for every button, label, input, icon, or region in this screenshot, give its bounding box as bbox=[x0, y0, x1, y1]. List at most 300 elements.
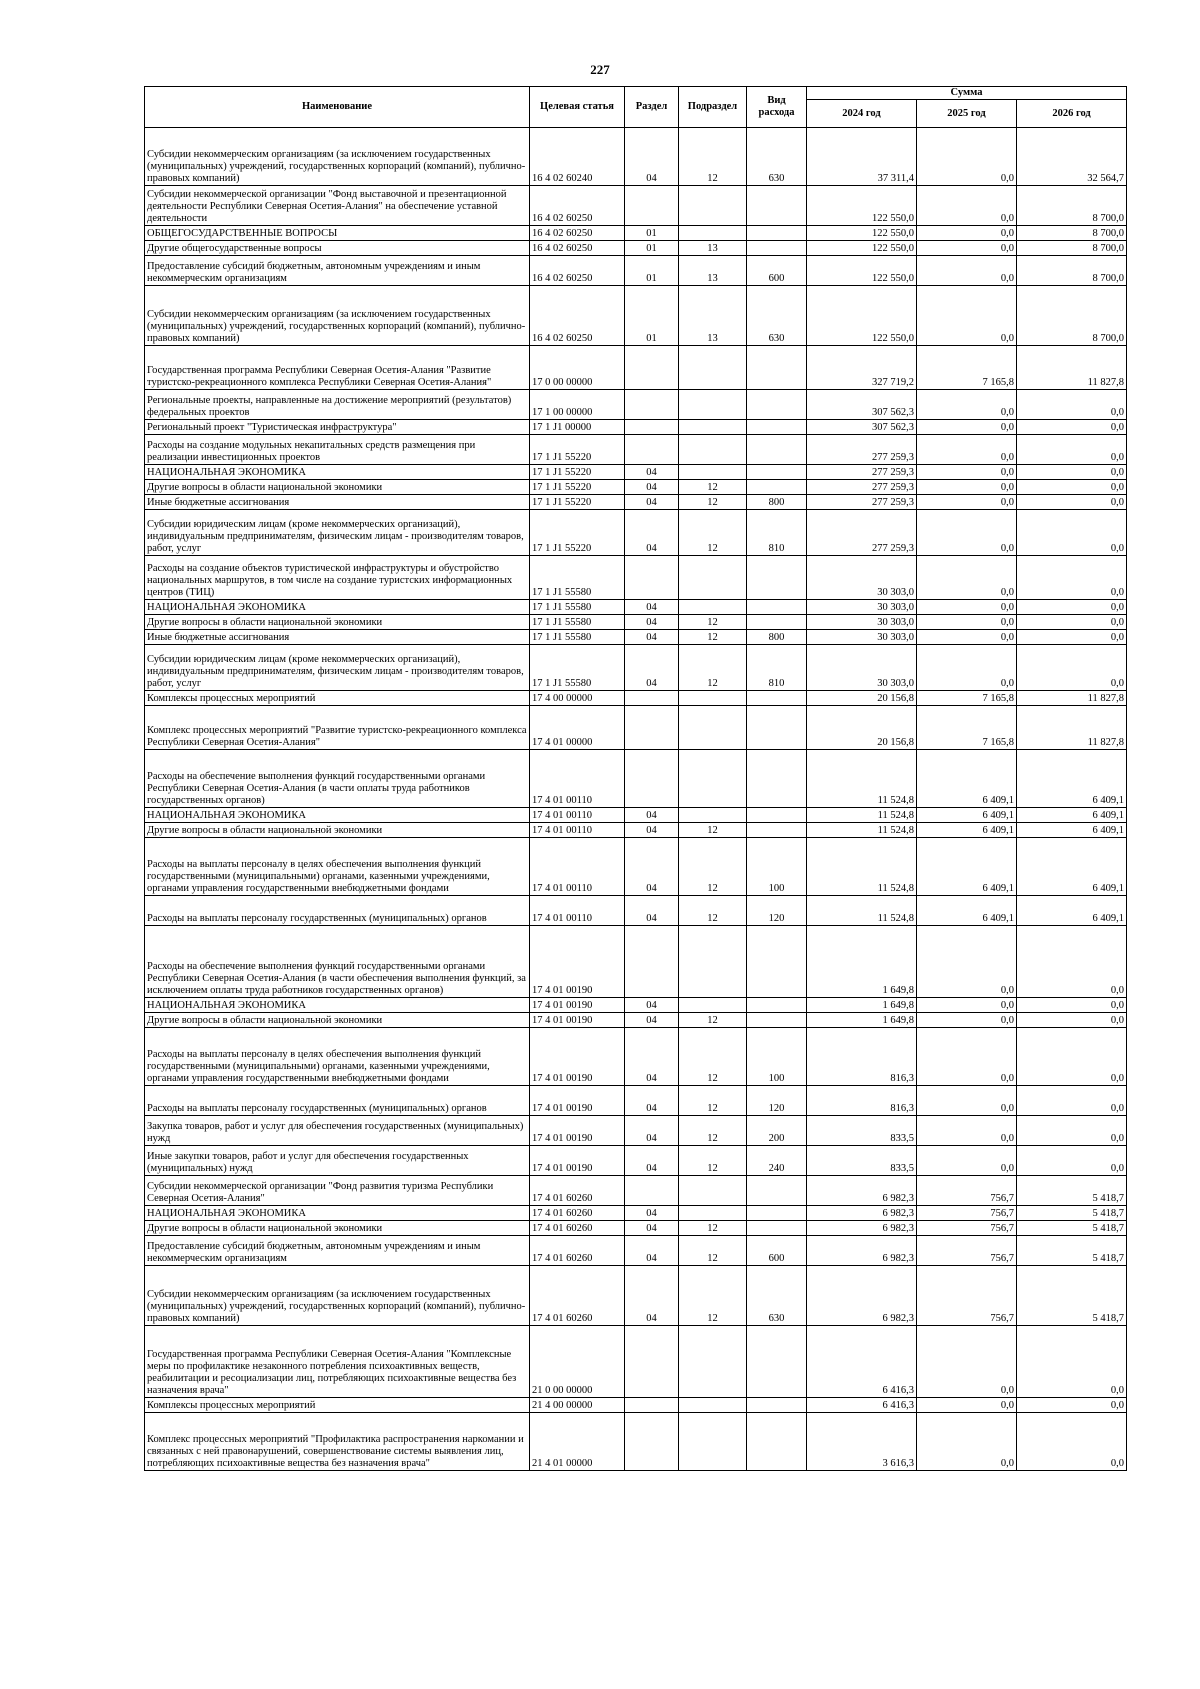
row-sum-2026: 0,0 bbox=[1017, 495, 1127, 510]
row-name: НАЦИОНАЛЬНАЯ ЭКОНОМИКА bbox=[145, 1206, 530, 1221]
row-sum-2024: 816,3 bbox=[807, 1028, 917, 1086]
row-name: Расходы на создание модульных некапитальных средств размещения при реализации инвестиционных проектов bbox=[145, 435, 530, 465]
row-target-code: 17 4 01 60260 bbox=[530, 1176, 625, 1206]
row-name: Субсидии юридическим лицам (кроме некоммерческих организаций), индивидуальным предпринимателям, физическим лицам - производителям товаров, работ, услуг bbox=[145, 645, 530, 691]
row-sum-2026: 0,0 bbox=[1017, 1013, 1127, 1028]
table-row bbox=[145, 435, 1127, 465]
row-name: Государственная программа Республики Северная Осетия-Алания "Развитие туристско-рекреационного комплекса Республики Северная Осетия-Алания" bbox=[145, 346, 530, 390]
table-row bbox=[145, 896, 1127, 926]
row-sum-2025: 756,7 bbox=[917, 1221, 1017, 1236]
row-target-code: 21 4 01 00000 bbox=[530, 1413, 625, 1471]
row-sum-2026: 0,0 bbox=[1017, 510, 1127, 556]
row-section bbox=[625, 346, 679, 390]
row-sum-2024: 122 550,0 bbox=[807, 241, 917, 256]
row-expense-type: 810 bbox=[747, 510, 807, 556]
row-name: Закупка товаров, работ и услуг для обеспечения государственных (муниципальных) нужд bbox=[145, 1116, 530, 1146]
row-subsection bbox=[679, 465, 747, 480]
row-sum-2026: 0,0 bbox=[1017, 1398, 1127, 1413]
row-section: 04 bbox=[625, 838, 679, 896]
row-target-code: 17 4 01 00110 bbox=[530, 823, 625, 838]
row-sum-2025: 0,0 bbox=[917, 600, 1017, 615]
header-2024: 2024 год bbox=[807, 100, 917, 128]
row-subsection: 12 bbox=[679, 1086, 747, 1116]
row-target-code: 17 4 01 00190 bbox=[530, 1086, 625, 1116]
row-sum-2025: 756,7 bbox=[917, 1236, 1017, 1266]
row-section: 04 bbox=[625, 1266, 679, 1326]
table-row bbox=[145, 1086, 1127, 1116]
table-row bbox=[145, 1028, 1127, 1086]
row-sum-2025: 0,0 bbox=[917, 1146, 1017, 1176]
row-subsection: 12 bbox=[679, 630, 747, 645]
table-row bbox=[145, 420, 1127, 435]
row-sum-2026: 5 418,7 bbox=[1017, 1206, 1127, 1221]
row-target-code: 21 0 00 00000 bbox=[530, 1326, 625, 1398]
table-row bbox=[145, 750, 1127, 808]
row-name: Другие общегосударственные вопросы bbox=[145, 241, 530, 256]
row-sum-2026: 8 700,0 bbox=[1017, 241, 1127, 256]
row-sum-2024: 20 156,8 bbox=[807, 691, 917, 706]
table-row bbox=[145, 1206, 1127, 1221]
table-row bbox=[145, 838, 1127, 896]
row-subsection: 13 bbox=[679, 241, 747, 256]
row-subsection: 12 bbox=[679, 1221, 747, 1236]
row-expense-type bbox=[747, 600, 807, 615]
row-target-code: 17 4 01 00190 bbox=[530, 1028, 625, 1086]
row-sum-2026: 5 418,7 bbox=[1017, 1266, 1127, 1326]
row-sum-2026: 6 409,1 bbox=[1017, 838, 1127, 896]
row-sum-2025: 0,0 bbox=[917, 1028, 1017, 1086]
row-section bbox=[625, 1176, 679, 1206]
row-target-code: 17 1 J1 55220 bbox=[530, 480, 625, 495]
row-section bbox=[625, 1326, 679, 1398]
row-target-code: 17 1 J1 55220 bbox=[530, 495, 625, 510]
row-sum-2025: 0,0 bbox=[917, 556, 1017, 600]
table-row bbox=[145, 926, 1127, 998]
row-subsection bbox=[679, 556, 747, 600]
row-section: 04 bbox=[625, 510, 679, 556]
table-row bbox=[145, 1266, 1127, 1326]
row-section bbox=[625, 750, 679, 808]
row-sum-2025: 0,0 bbox=[917, 390, 1017, 420]
table-row bbox=[145, 390, 1127, 420]
row-target-code: 17 1 J1 00000 bbox=[530, 420, 625, 435]
row-sum-2024: 307 562,3 bbox=[807, 420, 917, 435]
row-section bbox=[625, 706, 679, 750]
row-subsection: 12 bbox=[679, 1028, 747, 1086]
row-subsection bbox=[679, 808, 747, 823]
row-sum-2024: 11 524,8 bbox=[807, 823, 917, 838]
row-section: 04 bbox=[625, 1013, 679, 1028]
row-sum-2024: 122 550,0 bbox=[807, 256, 917, 286]
row-subsection bbox=[679, 1413, 747, 1471]
row-sum-2025: 0,0 bbox=[917, 510, 1017, 556]
row-target-code: 17 4 01 00110 bbox=[530, 838, 625, 896]
row-sum-2024: 816,3 bbox=[807, 1086, 917, 1116]
row-sum-2024: 30 303,0 bbox=[807, 556, 917, 600]
row-subsection: 12 bbox=[679, 645, 747, 691]
table-row bbox=[145, 1413, 1127, 1471]
row-sum-2025: 0,0 bbox=[917, 1086, 1017, 1116]
row-sum-2025: 7 165,8 bbox=[917, 706, 1017, 750]
row-subsection bbox=[679, 706, 747, 750]
row-sum-2026: 11 827,8 bbox=[1017, 691, 1127, 706]
row-sum-2026: 0,0 bbox=[1017, 435, 1127, 465]
row-sum-2024: 30 303,0 bbox=[807, 615, 917, 630]
row-name: Государственная программа Республики Северная Осетия-Алания "Комплексные меры по профилактике незаконного потребления психоактивных веществ, реабилитации и ресоциализации лиц, потребляющих психоактивные вещества без назначения врача" bbox=[145, 1326, 530, 1398]
table-body bbox=[145, 128, 1127, 1471]
row-sum-2026: 8 700,0 bbox=[1017, 256, 1127, 286]
row-subsection: 12 bbox=[679, 1146, 747, 1176]
row-subsection: 13 bbox=[679, 286, 747, 346]
row-name: Расходы на выплаты персоналу в целях обеспечения выполнения функций государственными (муниципальными) органами, казенными учреждениями, органами управления государственными внебюджетными фондами bbox=[145, 1028, 530, 1086]
row-name: Другие вопросы в области национальной экономики bbox=[145, 823, 530, 838]
row-section bbox=[625, 435, 679, 465]
row-sum-2025: 0,0 bbox=[917, 1013, 1017, 1028]
row-target-code: 17 4 01 00190 bbox=[530, 998, 625, 1013]
row-sum-2024: 30 303,0 bbox=[807, 630, 917, 645]
table-row bbox=[145, 186, 1127, 226]
row-subsection bbox=[679, 1206, 747, 1221]
row-section: 04 bbox=[625, 1116, 679, 1146]
header-section: Раздел bbox=[625, 87, 679, 128]
row-target-code: 17 1 J1 55580 bbox=[530, 600, 625, 615]
table-row bbox=[145, 286, 1127, 346]
row-sum-2025: 756,7 bbox=[917, 1266, 1017, 1326]
row-sum-2024: 20 156,8 bbox=[807, 706, 917, 750]
table-row bbox=[145, 1116, 1127, 1146]
row-section: 04 bbox=[625, 465, 679, 480]
row-sum-2026: 0,0 bbox=[1017, 615, 1127, 630]
table-row bbox=[145, 346, 1127, 390]
row-sum-2026: 0,0 bbox=[1017, 630, 1127, 645]
row-sum-2026: 0,0 bbox=[1017, 600, 1127, 615]
table-row bbox=[145, 480, 1127, 495]
row-target-code: 17 4 01 00110 bbox=[530, 808, 625, 823]
row-subsection: 12 bbox=[679, 1013, 747, 1028]
row-sum-2025: 0,0 bbox=[917, 645, 1017, 691]
row-sum-2024: 6 982,3 bbox=[807, 1266, 917, 1326]
row-expense-type: 630 bbox=[747, 286, 807, 346]
row-name: ОБЩЕГОСУДАРСТВЕННЫЕ ВОПРОСЫ bbox=[145, 226, 530, 241]
row-section: 04 bbox=[625, 128, 679, 186]
row-sum-2026: 6 409,1 bbox=[1017, 823, 1127, 838]
row-section: 04 bbox=[625, 896, 679, 926]
row-name: НАЦИОНАЛЬНАЯ ЭКОНОМИКА bbox=[145, 465, 530, 480]
row-name: Иные бюджетные ассигнования bbox=[145, 630, 530, 645]
row-target-code: 17 1 J1 55220 bbox=[530, 510, 625, 556]
row-target-code: 17 4 01 00190 bbox=[530, 1146, 625, 1176]
table-row bbox=[145, 630, 1127, 645]
row-sum-2025: 0,0 bbox=[917, 465, 1017, 480]
row-target-code: 17 4 01 60260 bbox=[530, 1266, 625, 1326]
row-sum-2025: 6 409,1 bbox=[917, 823, 1017, 838]
row-sum-2026: 6 409,1 bbox=[1017, 808, 1127, 823]
row-name: Иные бюджетные ассигнования bbox=[145, 495, 530, 510]
table-row bbox=[145, 1236, 1127, 1266]
row-target-code: 17 4 01 00110 bbox=[530, 750, 625, 808]
row-target-code: 17 4 01 60260 bbox=[530, 1236, 625, 1266]
page-number: 227 bbox=[590, 62, 610, 77]
row-sum-2024: 833,5 bbox=[807, 1146, 917, 1176]
row-target-code: 17 4 01 00110 bbox=[530, 896, 625, 926]
row-sum-2024: 6 982,3 bbox=[807, 1236, 917, 1266]
row-name: Расходы на создание объектов туристической инфраструктуры и обустройство национальных маршрутов, в том числе на создание туристских информационных центров (ТИЦ) bbox=[145, 556, 530, 600]
row-sum-2026: 0,0 bbox=[1017, 1413, 1127, 1471]
row-sum-2024: 30 303,0 bbox=[807, 600, 917, 615]
row-sum-2024: 11 524,8 bbox=[807, 896, 917, 926]
row-subsection: 12 bbox=[679, 480, 747, 495]
row-expense-type bbox=[747, 615, 807, 630]
row-name: Региональный проект "Туристическая инфраструктура" bbox=[145, 420, 530, 435]
row-section: 04 bbox=[625, 645, 679, 691]
row-sum-2025: 0,0 bbox=[917, 435, 1017, 465]
row-sum-2024: 277 259,3 bbox=[807, 510, 917, 556]
row-sum-2026: 11 827,8 bbox=[1017, 706, 1127, 750]
row-section: 04 bbox=[625, 808, 679, 823]
row-sum-2026: 0,0 bbox=[1017, 480, 1127, 495]
row-sum-2026: 8 700,0 bbox=[1017, 226, 1127, 241]
row-expense-type bbox=[747, 241, 807, 256]
table-row bbox=[145, 1176, 1127, 1206]
row-name: Расходы на обеспечение выполнения функций государственными органами Республики Северная Осетия-Алания (в части оплаты труда работников государственных органов) bbox=[145, 750, 530, 808]
row-subsection bbox=[679, 226, 747, 241]
row-name: НАЦИОНАЛЬНАЯ ЭКОНОМИКА bbox=[145, 998, 530, 1013]
row-section: 04 bbox=[625, 1028, 679, 1086]
row-sum-2025: 0,0 bbox=[917, 286, 1017, 346]
row-sum-2026: 5 418,7 bbox=[1017, 1236, 1127, 1266]
row-subsection: 12 bbox=[679, 128, 747, 186]
row-section: 04 bbox=[625, 1206, 679, 1221]
row-name: Комплексы процессных мероприятий bbox=[145, 1398, 530, 1413]
row-sum-2024: 11 524,8 bbox=[807, 838, 917, 896]
row-sum-2024: 3 616,3 bbox=[807, 1413, 917, 1471]
row-sum-2024: 6 982,3 bbox=[807, 1206, 917, 1221]
table-row bbox=[145, 1326, 1127, 1398]
row-expense-type bbox=[747, 926, 807, 998]
row-subsection bbox=[679, 998, 747, 1013]
table-row bbox=[145, 1398, 1127, 1413]
row-target-code: 17 4 01 00190 bbox=[530, 1116, 625, 1146]
row-sum-2024: 11 524,8 bbox=[807, 750, 917, 808]
row-subsection: 12 bbox=[679, 615, 747, 630]
row-expense-type: 120 bbox=[747, 1086, 807, 1116]
row-expense-type bbox=[747, 808, 807, 823]
row-sum-2024: 6 982,3 bbox=[807, 1176, 917, 1206]
row-sum-2026: 6 409,1 bbox=[1017, 750, 1127, 808]
row-sum-2025: 6 409,1 bbox=[917, 838, 1017, 896]
row-sum-2024: 122 550,0 bbox=[807, 226, 917, 241]
row-target-code: 16 4 02 60240 bbox=[530, 128, 625, 186]
row-sum-2025: 756,7 bbox=[917, 1176, 1017, 1206]
row-sum-2024: 277 259,3 bbox=[807, 495, 917, 510]
row-sum-2026: 6 409,1 bbox=[1017, 896, 1127, 926]
row-sum-2024: 6 416,3 bbox=[807, 1398, 917, 1413]
row-section: 04 bbox=[625, 1236, 679, 1266]
row-expense-type: 600 bbox=[747, 1236, 807, 1266]
table-row bbox=[145, 706, 1127, 750]
row-expense-type bbox=[747, 186, 807, 226]
row-sum-2026: 0,0 bbox=[1017, 1086, 1127, 1116]
row-name: Субсидии некоммерческим организациям (за исключением государственных (муниципальных) учреждений, государственных корпораций (компаний), публично-правовых компаний) bbox=[145, 286, 530, 346]
row-sum-2024: 6 982,3 bbox=[807, 1221, 917, 1236]
row-sum-2026: 0,0 bbox=[1017, 1116, 1127, 1146]
row-name: Комплексы процессных мероприятий bbox=[145, 691, 530, 706]
row-section: 04 bbox=[625, 480, 679, 495]
header-2025: 2025 год bbox=[917, 100, 1017, 128]
row-section: 04 bbox=[625, 998, 679, 1013]
row-expense-type bbox=[747, 556, 807, 600]
row-subsection bbox=[679, 600, 747, 615]
row-section: 04 bbox=[625, 823, 679, 838]
row-subsection bbox=[679, 1398, 747, 1413]
row-expense-type bbox=[747, 998, 807, 1013]
row-section: 04 bbox=[625, 615, 679, 630]
row-name: Региональные проекты, направленные на достижение мероприятий (результатов) федеральных проектов bbox=[145, 390, 530, 420]
table-row bbox=[145, 600, 1127, 615]
row-sum-2025: 6 409,1 bbox=[917, 896, 1017, 926]
table-row bbox=[145, 1013, 1127, 1028]
row-expense-type bbox=[747, 480, 807, 495]
row-sum-2024: 30 303,0 bbox=[807, 645, 917, 691]
row-name: Расходы на выплаты персоналу государственных (муниципальных) органов bbox=[145, 1086, 530, 1116]
row-sum-2025: 756,7 bbox=[917, 1206, 1017, 1221]
row-sum-2026: 0,0 bbox=[1017, 556, 1127, 600]
row-name: НАЦИОНАЛЬНАЯ ЭКОНОМИКА bbox=[145, 600, 530, 615]
row-sum-2025: 6 409,1 bbox=[917, 808, 1017, 823]
row-section bbox=[625, 1413, 679, 1471]
row-sum-2024: 1 649,8 bbox=[807, 926, 917, 998]
row-section: 01 bbox=[625, 226, 679, 241]
row-name: Субсидии некоммерческим организациям (за исключением государственных (муниципальных) учреждений, государственных корпораций (компаний), публично-правовых компаний) bbox=[145, 128, 530, 186]
row-expense-type: 240 bbox=[747, 1146, 807, 1176]
row-expense-type: 800 bbox=[747, 630, 807, 645]
row-subsection: 12 bbox=[679, 838, 747, 896]
row-name: Другие вопросы в области национальной экономики bbox=[145, 615, 530, 630]
row-name: Расходы на обеспечение выполнения функций государственными органами Республики Северная Осетия-Алания (в части обеспечения выполнения функций, за исключением оплаты труда работников государственных органов) bbox=[145, 926, 530, 998]
row-target-code: 17 4 01 00190 bbox=[530, 1013, 625, 1028]
row-target-code: 17 4 01 60260 bbox=[530, 1206, 625, 1221]
row-sum-2024: 833,5 bbox=[807, 1116, 917, 1146]
row-expense-type bbox=[747, 823, 807, 838]
row-section: 04 bbox=[625, 1221, 679, 1236]
row-expense-type: 120 bbox=[747, 896, 807, 926]
row-expense-type bbox=[747, 1413, 807, 1471]
budget-table bbox=[144, 86, 1127, 1471]
row-target-code: 16 4 02 60250 bbox=[530, 241, 625, 256]
row-sum-2025: 0,0 bbox=[917, 420, 1017, 435]
row-target-code: 16 4 02 60250 bbox=[530, 286, 625, 346]
header-sum: Сумма bbox=[807, 87, 1127, 100]
row-sum-2024: 122 550,0 bbox=[807, 286, 917, 346]
row-expense-type bbox=[747, 1326, 807, 1398]
row-sum-2025: 0,0 bbox=[917, 495, 1017, 510]
row-section: 04 bbox=[625, 495, 679, 510]
row-expense-type: 810 bbox=[747, 645, 807, 691]
row-expense-type bbox=[747, 1221, 807, 1236]
row-expense-type bbox=[747, 750, 807, 808]
row-sum-2025: 0,0 bbox=[917, 1413, 1017, 1471]
row-subsection bbox=[679, 1176, 747, 1206]
row-name: Субсидии некоммерческой организации "Фонд развития туризма Республики Северная Осетия-Алания" bbox=[145, 1176, 530, 1206]
row-section bbox=[625, 186, 679, 226]
row-sum-2024: 1 649,8 bbox=[807, 1013, 917, 1028]
table-row bbox=[145, 691, 1127, 706]
row-section: 04 bbox=[625, 1146, 679, 1176]
row-expense-type: 630 bbox=[747, 1266, 807, 1326]
row-subsection bbox=[679, 186, 747, 226]
row-sum-2024: 307 562,3 bbox=[807, 390, 917, 420]
row-target-code: 17 1 J1 55580 bbox=[530, 630, 625, 645]
row-section bbox=[625, 926, 679, 998]
table-row bbox=[145, 998, 1127, 1013]
row-section bbox=[625, 390, 679, 420]
row-sum-2026: 0,0 bbox=[1017, 420, 1127, 435]
row-target-code: 16 4 02 60250 bbox=[530, 226, 625, 241]
row-sum-2025: 6 409,1 bbox=[917, 750, 1017, 808]
row-section bbox=[625, 420, 679, 435]
row-section bbox=[625, 1398, 679, 1413]
row-expense-type: 200 bbox=[747, 1116, 807, 1146]
row-name: Иные закупки товаров, работ и услуг для обеспечения государственных (муниципальных) нужд bbox=[145, 1146, 530, 1176]
row-sum-2026: 32 564,7 bbox=[1017, 128, 1127, 186]
row-target-code: 17 4 00 00000 bbox=[530, 691, 625, 706]
row-sum-2026: 11 827,8 bbox=[1017, 346, 1127, 390]
table-row bbox=[145, 645, 1127, 691]
row-sum-2024: 277 259,3 bbox=[807, 465, 917, 480]
row-name: Комплекс процессных мероприятий "Профилактика распространения наркомании и связанных с ней правонарушений, совершенствование системы выявления лиц, потребляющих психоактивные вещества без назначения врача" bbox=[145, 1413, 530, 1471]
row-sum-2025: 0,0 bbox=[917, 256, 1017, 286]
row-name: Предоставление субсидий бюджетным, автономным учреждениям и иным некоммерческим организациям bbox=[145, 1236, 530, 1266]
row-name: Комплекс процессных мероприятий "Развитие туристско-рекреационного комплекса Республики Северная Осетия-Алания" bbox=[145, 706, 530, 750]
row-target-code: 16 4 02 60250 bbox=[530, 256, 625, 286]
row-sum-2026: 0,0 bbox=[1017, 1028, 1127, 1086]
row-subsection: 13 bbox=[679, 256, 747, 286]
row-target-code: 17 1 J1 55220 bbox=[530, 465, 625, 480]
row-subsection: 12 bbox=[679, 495, 747, 510]
table-row bbox=[145, 226, 1127, 241]
row-sum-2026: 0,0 bbox=[1017, 465, 1127, 480]
row-sum-2026: 0,0 bbox=[1017, 1146, 1127, 1176]
row-subsection: 12 bbox=[679, 1236, 747, 1266]
row-section: 01 bbox=[625, 241, 679, 256]
row-target-code: 17 4 01 00000 bbox=[530, 706, 625, 750]
header-subsection: Подраздел bbox=[679, 87, 747, 128]
table-row bbox=[145, 465, 1127, 480]
row-name: Расходы на выплаты персоналу государственных (муниципальных) органов bbox=[145, 896, 530, 926]
row-sum-2025: 0,0 bbox=[917, 1116, 1017, 1146]
row-name: Расходы на выплаты персоналу в целях обеспечения выполнения функций государственными (муниципальными) органами, казенными учреждениями, органами управления государственными внебюджетными фондами bbox=[145, 838, 530, 896]
row-sum-2024: 6 416,3 bbox=[807, 1326, 917, 1398]
row-target-code: 17 1 J1 55580 bbox=[530, 556, 625, 600]
row-expense-type bbox=[747, 346, 807, 390]
row-subsection bbox=[679, 420, 747, 435]
header-expense-type: Вид расхода bbox=[747, 87, 807, 128]
row-expense-type bbox=[747, 706, 807, 750]
row-sum-2025: 7 165,8 bbox=[917, 346, 1017, 390]
row-sum-2025: 0,0 bbox=[917, 926, 1017, 998]
row-target-code: 17 1 00 00000 bbox=[530, 390, 625, 420]
row-expense-type bbox=[747, 435, 807, 465]
table-row bbox=[145, 823, 1127, 838]
row-sum-2025: 0,0 bbox=[917, 186, 1017, 226]
row-name: Субсидии некоммерческим организациям (за исключением государственных (муниципальных) учреждений, государственных корпораций (компаний), публично-правовых компаний) bbox=[145, 1266, 530, 1326]
table-row bbox=[145, 495, 1127, 510]
row-expense-type bbox=[747, 1013, 807, 1028]
row-subsection bbox=[679, 1326, 747, 1398]
row-sum-2025: 0,0 bbox=[917, 480, 1017, 495]
table-row bbox=[145, 241, 1127, 256]
row-subsection: 12 bbox=[679, 1116, 747, 1146]
